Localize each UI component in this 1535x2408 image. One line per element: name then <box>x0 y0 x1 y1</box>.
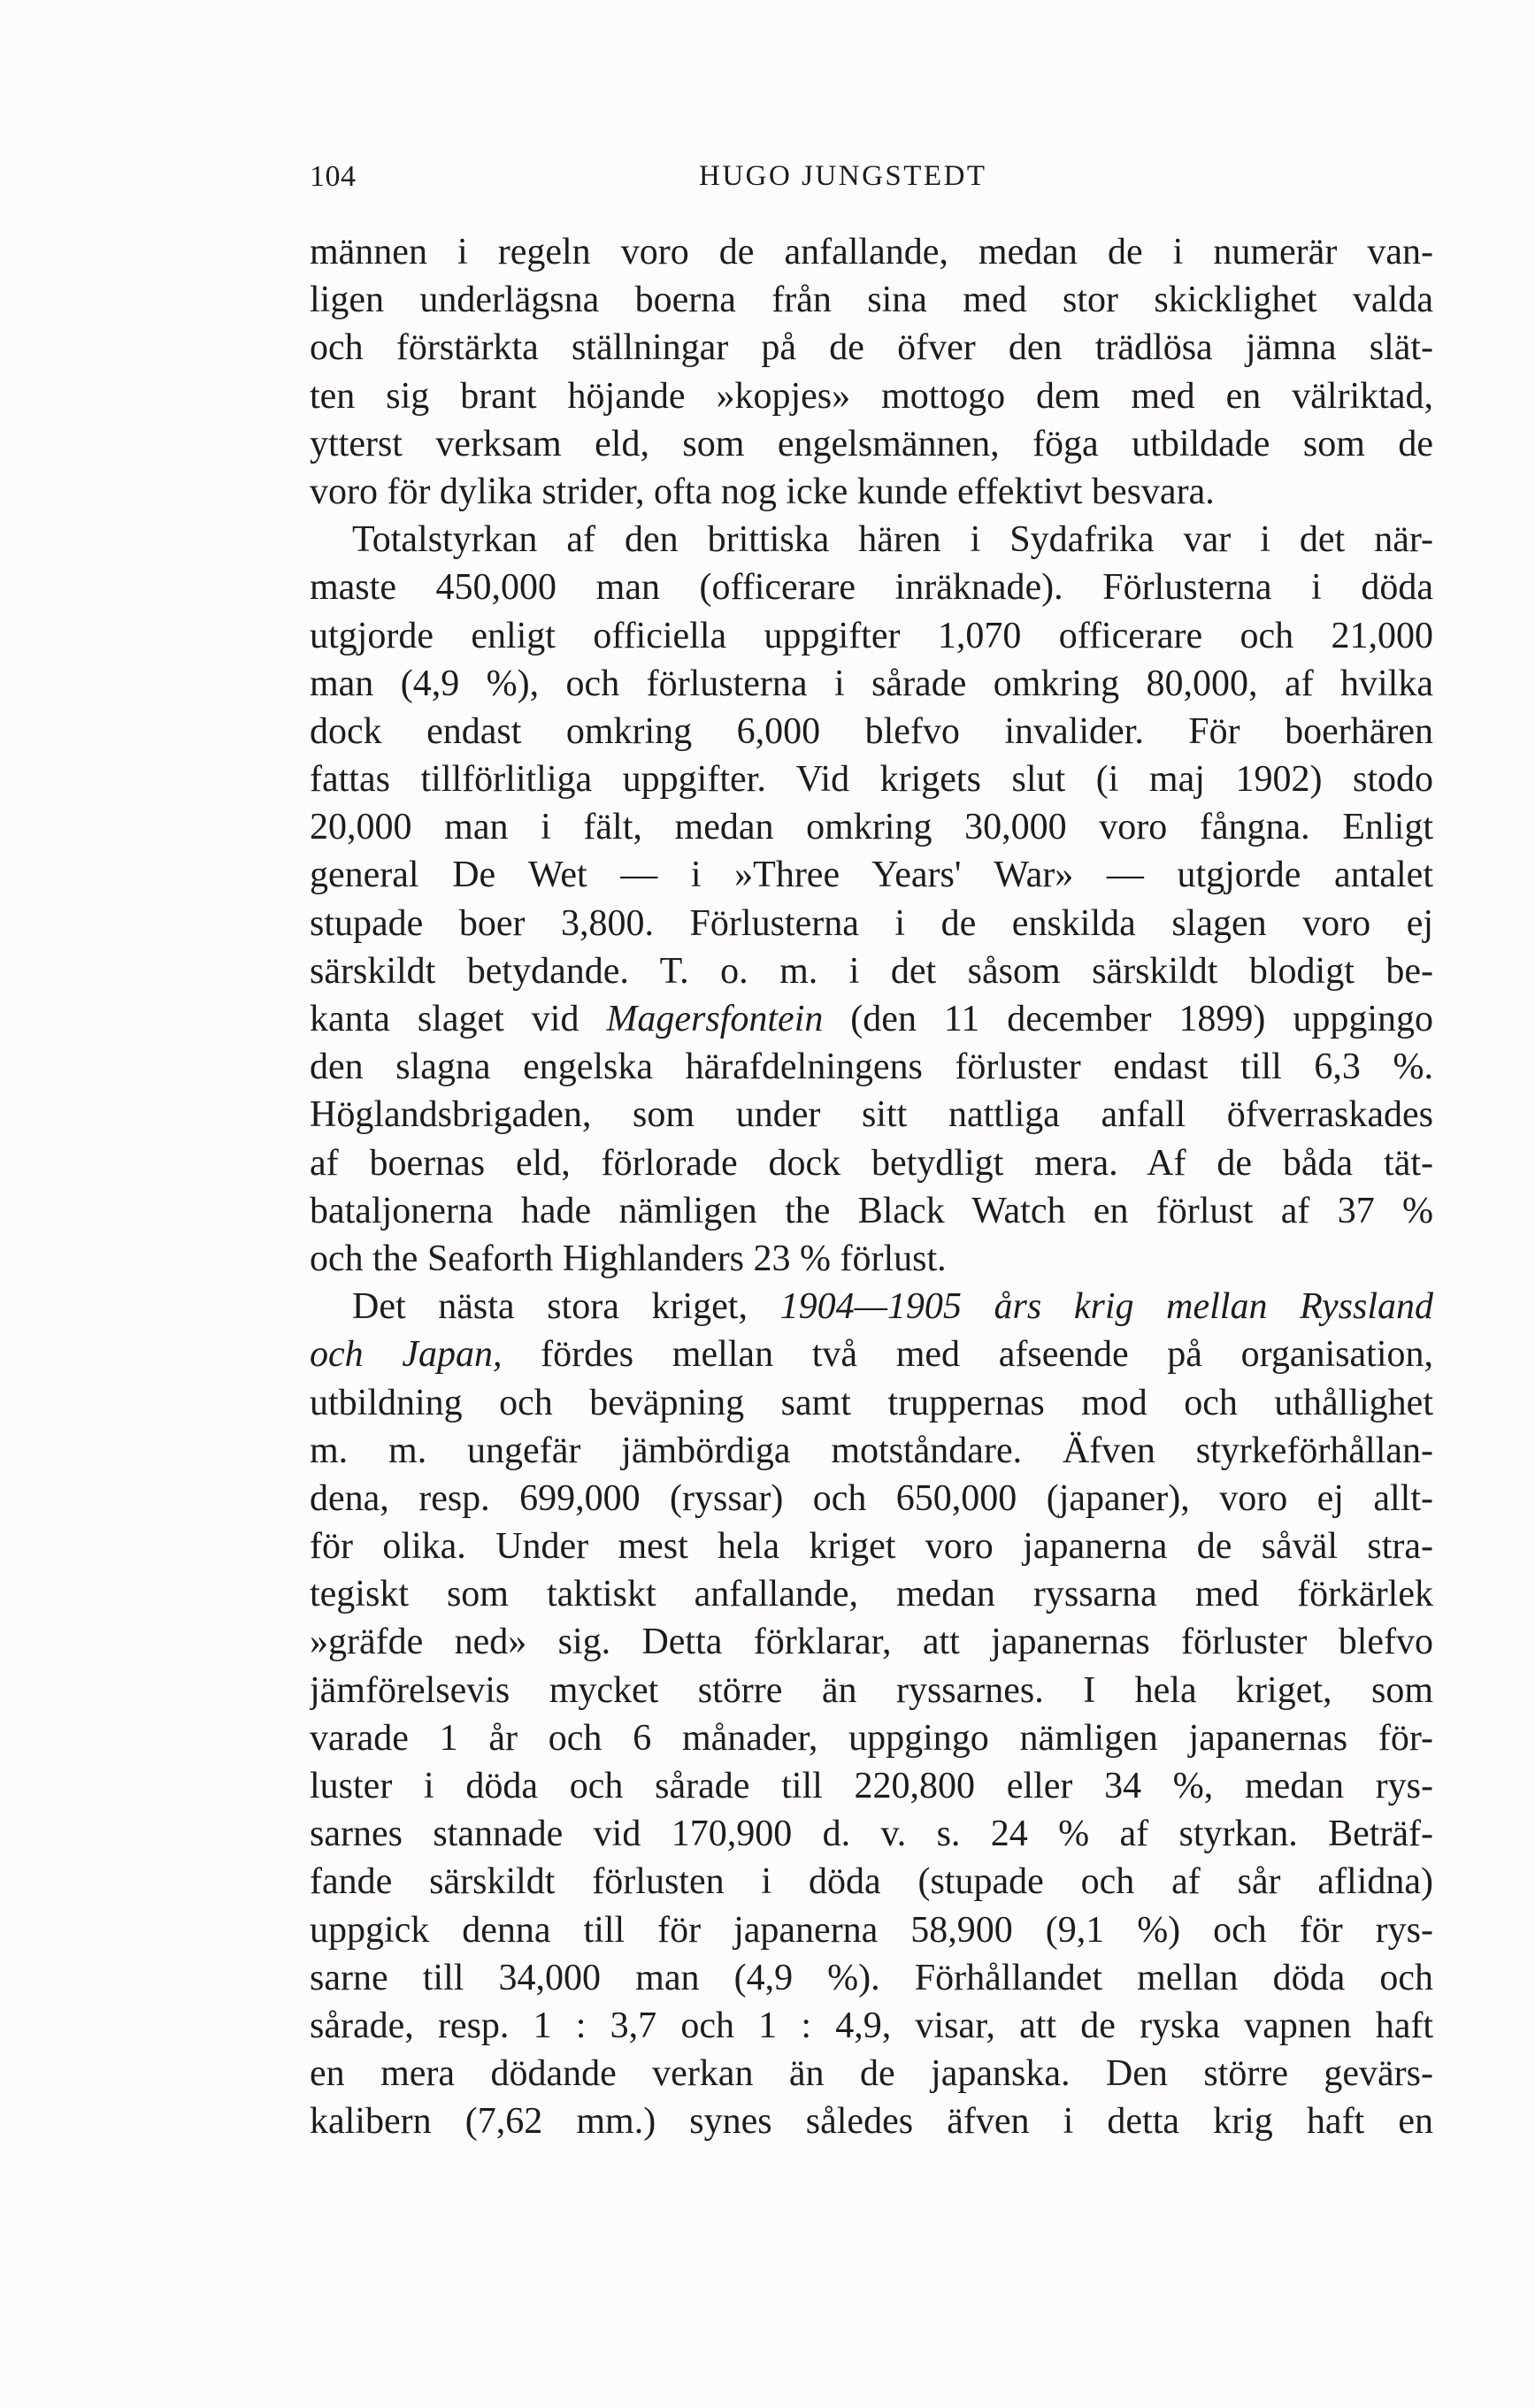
text-segment: fördes mellan två med afseende på organisation, <box>502 1334 1433 1376</box>
text-segment: Det nästa stora kriget, <box>352 1286 780 1328</box>
text-segment: utgjorde enligt officiella uppgifter 1,070 officerare och 21,000 <box>310 615 1433 656</box>
text-segment: en mera dödande verkan än de japanska. Den större gevärs- <box>310 2053 1433 2095</box>
text-segment: för olika. Under mest hela kriget voro japanerna de såväl stra- <box>310 1526 1433 1568</box>
text-segment: kalibern (7,62 mm.) synes således äfven i detta krig haft en <box>310 2101 1433 2143</box>
text-line <box>310 420 1433 468</box>
text-segment: maste 450,000 man (officerare inräknade). Förlusterna i döda <box>310 567 1433 609</box>
text-line <box>310 1331 1433 1378</box>
text-line <box>310 1235 1433 1283</box>
text-segment: ytterst verksam eld, som engelsmännen, föga utbildade som de <box>310 423 1433 464</box>
text-line <box>310 1283 1433 1331</box>
text-line <box>310 564 1433 611</box>
text-segment: männen i regeln voro de anfallande, medan de i numerär van- <box>310 232 1433 272</box>
text-segment: och the Seaforth Highlanders 23 % förlust. <box>310 1238 947 1279</box>
text-segment: uppgick denna till för japanerna 58,900 (9,1 %) och för rys- <box>310 1909 1433 1951</box>
italic-text: 1904—1905 års krig mellan Ryssland <box>779 1286 1433 1328</box>
text-line <box>310 660 1433 708</box>
text-line <box>310 324 1433 372</box>
text-line <box>310 947 1433 995</box>
body-text <box>310 228 1433 2146</box>
text-line <box>310 1667 1433 1714</box>
text-line <box>310 612 1433 660</box>
text-segment: bataljonerna hade nämligen the Black Watch en förlust af 37 % <box>310 1190 1433 1231</box>
text-line <box>310 1618 1433 1666</box>
text-line <box>310 708 1433 755</box>
text-segment: ligen underlägsna boerna från sina med stor skicklighet valda <box>310 280 1433 321</box>
text-segment: 20,000 man i fält, medan omkring 30,000 voro fångna. Enligt <box>310 807 1433 848</box>
text-line <box>310 1139 1433 1187</box>
text-segment: tegiskt som taktiskt anfallande, medan ryssarna med förkärlek <box>310 1574 1433 1615</box>
text-segment: dock endast omkring 6,000 blefvo invalider. För boerhären <box>310 710 1433 752</box>
text-line <box>310 755 1433 803</box>
text-segment: den slagna engelska härafdelningens förluster endast till 6,3 %. <box>310 1047 1433 1088</box>
text-segment: fattas tillförlitliga uppgifter. Vid krigets slut (i maj 1902) stodo <box>310 759 1433 801</box>
text-line <box>310 1475 1433 1522</box>
text-segment: ten sig brant höjande »kopjes» mottogo dem med en välriktad, <box>310 375 1433 417</box>
text-line <box>310 276 1433 324</box>
page-number: 104 <box>310 160 357 193</box>
text-segment: varade 1 år och 6 månader, uppgingo nämligen japanernas för- <box>310 1717 1433 1759</box>
text-segment: jämförelsevis mycket större än ryssarnes. I hela kriget, som <box>310 1669 1433 1711</box>
text-line <box>310 2097 1433 2145</box>
text-segment: Höglandsbrigaden, som under sitt nattliga anfall öfverraskades <box>310 1094 1433 1136</box>
text-line <box>310 1043 1433 1091</box>
text-segment: Totalstyrkan af den brittiska hären i Sydafrika var i det när- <box>352 519 1433 561</box>
text-line <box>310 372 1433 420</box>
text-line <box>310 1858 1433 1906</box>
text-line <box>310 516 1433 564</box>
text-segment: voro för dylika strider, ofta nog icke kunde effektivt besvara. <box>310 471 1215 512</box>
text-segment: m. m. ungefär jämbördiga motståndare. Äfven styrkeförhållan- <box>310 1430 1433 1471</box>
text-segment: af boernas eld, förlorade dock betydligt mera. Af de båda tät- <box>310 1142 1433 1184</box>
text-line <box>310 2002 1433 2050</box>
text-segment: general De Wet — i »Three Years' War» — utgjorde antalet <box>310 855 1433 896</box>
text-segment: sårade, resp. 1 : 3,7 och 1 : 4,9, visar, att de ryska vapnen haft <box>310 2005 1433 2046</box>
text-line <box>310 1954 1433 2002</box>
text-line <box>310 900 1433 947</box>
text-line <box>310 1762 1433 1810</box>
text-segment: sarne till 34,000 man (4,9 %). Förhållandet mellan döda och <box>310 1957 1433 1998</box>
text-line <box>310 1906 1433 1954</box>
text-line <box>310 2050 1433 2097</box>
italic-text: och Japan, <box>310 1334 503 1376</box>
text-line <box>310 1714 1433 1762</box>
text-segment: man (4,9 %), och förlusterna i sårade omkring 80,000, af hvilka <box>310 663 1433 704</box>
text-segment: särskildt betydande. T. o. m. i det såsom särskildt blodigt be- <box>310 950 1433 992</box>
text-line <box>310 1427 1433 1475</box>
text-line <box>310 803 1433 851</box>
running-head: HUGO JUNGSTEDT <box>699 160 987 192</box>
text-line <box>310 1810 1433 1858</box>
text-segment: stupade boer 3,800. Förlusterna i de enskilda slagen voro ej <box>310 902 1433 944</box>
text-line <box>310 1091 1433 1139</box>
text-segment: fande särskildt förlusten i döda (stupade och af sår aflidna) <box>310 1861 1433 1903</box>
text-segment: sarnes stannade vid 170,900 d. v. s. 24 % af styrkan. Beträf- <box>310 1814 1433 1855</box>
text-segment: luster i döda och sårade till 220,800 eller 34 %, medan rys- <box>310 1766 1433 1806</box>
text-line <box>310 228 1433 276</box>
text-segment: utbildning och beväpning samt truppernas mod och uthållighet <box>310 1382 1433 1423</box>
text-line <box>310 1570 1433 1618</box>
text-line <box>310 1187 1433 1235</box>
text-line <box>310 1522 1433 1570</box>
text-segment: dena, resp. 699,000 (ryssar) och 650,000 (japaner), voro ej allt- <box>310 1477 1433 1519</box>
text-line <box>310 851 1433 899</box>
text-line <box>310 468 1433 516</box>
text-line <box>310 995 1433 1043</box>
text-segment: kanta slaget vid <box>310 999 607 1039</box>
text-segment: (den 11 december 1899) uppgingo <box>823 999 1433 1039</box>
text-segment: »gräfde ned» sig. Detta förklarar, att japanernas förluster blefvo <box>310 1622 1433 1663</box>
italic-text: Magersfontein <box>606 999 824 1039</box>
text-line <box>310 1379 1433 1427</box>
text-segment: och förstärkta ställningar på de öfver den trädlösa jämna slät- <box>310 327 1433 369</box>
